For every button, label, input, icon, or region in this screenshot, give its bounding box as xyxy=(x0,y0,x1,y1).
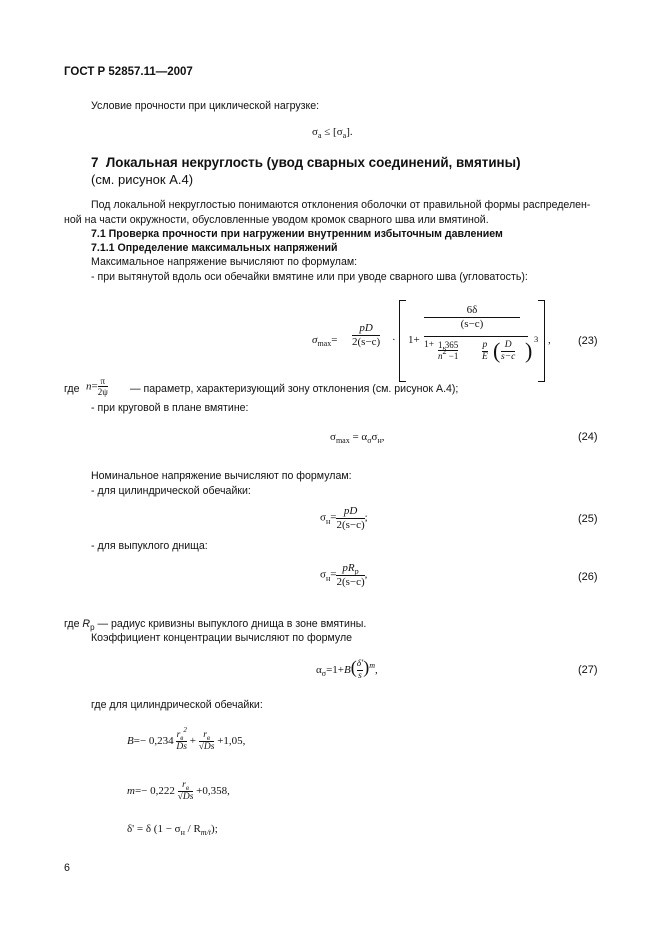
where-n-prefix: где xyxy=(64,383,80,395)
equation-27: $\alpha_\sigma=1+B$( $\frac{\delta'}{s}$ )$^m$, xyxy=(316,657,378,681)
case-convex-head: - для выпуклого днища: xyxy=(91,540,208,552)
where-cylindrical: где для цилиндрической обечайки: xyxy=(91,699,263,711)
cyclic-condition-text: Условие прочности при циклической нагрузке: xyxy=(91,100,320,112)
equation-25-number: (25) xyxy=(578,513,598,525)
equation-26: $\sigma_н=$ $\frac{pR_p}{2(s-c)}$ , xyxy=(320,562,368,588)
para-local-ovality-line1: Под локальной некруглостью понимаются отклонения оболочки от правильной формы распределен- xyxy=(91,199,591,211)
n-parameter-description: — параметр, характеризующий зону отклонения (см. рисунок А.4); xyxy=(130,383,459,395)
subsection-7-1-1-heading: 7.1.1 Определение максимальных напряжений xyxy=(91,242,338,254)
max-stress-intro: Максимальное напряжение вычисляют по формулам: xyxy=(91,256,358,268)
equation-m-exponent: m=− 0,222 $\frac{r_в}{√Ds}$ +0,358, xyxy=(127,780,230,802)
equation-27-number: (27) xyxy=(578,664,598,676)
n-definition: n= $\frac{\pi}{2\psi}$ xyxy=(86,376,108,398)
formula-cyclic: $\sigma_a \le [\sigma_a]$. xyxy=(312,126,353,140)
para-local-ovality-line2: ной на части окружности, обусловленные уводом кромок сварного шва или вмятиной. xyxy=(64,214,489,226)
case-cylindrical-shell: - для цилиндрической обечайки: xyxy=(91,485,251,497)
where-rp-definition: где $R_p$ — радиус кривизны выпуклого днища в зоне вмятины. xyxy=(64,618,367,632)
equation-24-number: (24) xyxy=(578,431,598,443)
equation-b-coefficient: B=− 0,234 $\frac{r_в^2}{Ds}$ + $\frac{r_в}{√Ds}$ +1,05, xyxy=(127,726,246,752)
equation-23-number: (23) xyxy=(578,335,598,347)
equation-26-number: (26) xyxy=(578,571,598,583)
equation-delta-prime: δ' = δ $(1 - \sigma_н / R_{m/t})$; xyxy=(127,823,218,837)
case-elongated-dent: - при вытянутой вдоль оси обечайки вмятине или при уводе сварного шва (угловатость): xyxy=(91,271,528,283)
case-round-dent: - при круговой в плане вмятине: xyxy=(91,402,249,414)
section-7-subtitle: (см. рисунок А.4) xyxy=(91,172,194,187)
coef-intro: Коэффициент концентрации вычисляют по формуле xyxy=(91,632,353,644)
subsection-7-1-heading: 7.1 Проверка прочности при нагружении внутренним избыточным давлением xyxy=(91,228,503,240)
section-7-heading: 7 Локальная некруглость (увод сварных соединений, вмятины) xyxy=(91,155,521,170)
nominal-stress-intro: Номинальное напряжение вычисляют по формулам: xyxy=(91,470,352,482)
equation-23: $\sigma_{max}=$ $\frac{pD}{2(s-c)}$ · 1+ $\frac{6\delta}{(s-c)}$ 1+ $\frac{1,365}{n2 -1}$ $\frac{p}{E}$ ( $\frac{D}{s-c}$ ) 3 , xyxy=(312,300,502,382)
equation-24: $\sigma_{max} = \alpha_\sigma\sigma_н$, xyxy=(330,431,385,445)
equation-25: $\sigma_н=$ $\frac{pD}{2(s-c)}$ ; xyxy=(320,505,368,531)
document-header: ГОСТ Р 52857.11—2007 xyxy=(64,66,193,78)
page-number: 6 xyxy=(64,862,70,874)
